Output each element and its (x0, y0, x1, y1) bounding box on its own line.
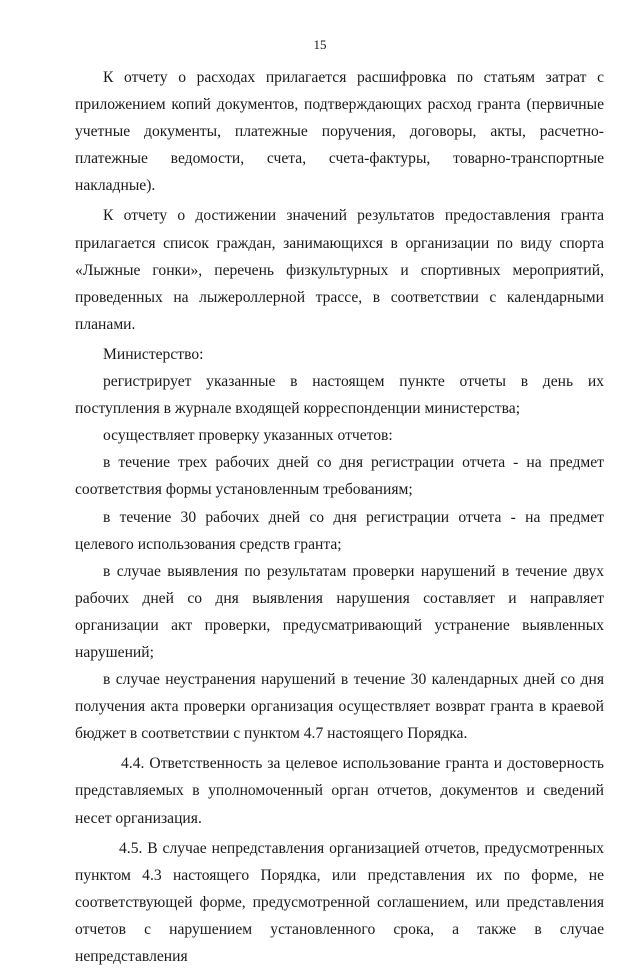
page-number: 15 (313, 37, 327, 52)
paragraph-violation-act: в случае выявления по результатам проверки нарушений в течение двух рабочих дней со дня выявления нарушения составляет и направляет организации акт проверки, предусматривающий устранение выявленных нарушений; (75, 562, 604, 661)
paragraph-results-report-attachments: К отчету о достижении значений результатов предоставления гранта прилагается список граждан, занимающихся в организации по виду спорта «Лыжные гонки», перечень физкультурных и спортивных мероприятий, проведенных на лыжероллерной трассе, в соответствии с календарными планами. (75, 207, 604, 333)
document-body (75, 64, 604, 970)
paragraph-check-purpose: в течение 30 рабочих дней со дня регистрации отчета - на предмет целевого использования средств гранта; (75, 508, 604, 553)
paragraph-ministry-heading: Министерство: (103, 345, 204, 363)
paragraph-ministry-checks: осуществляет проверку указанных отчетов: (103, 427, 393, 445)
paragraph-section-4-5: 4.5. В случае непредставления организацией отчетов, предусмотренных пунктом 4.3 настоящего Порядка, или представления их по форме, не соответствующей форме, предусмотренной соглашением, или представления отчетов с нарушением установленного срока, а также в случае непредставления (75, 839, 604, 965)
paragraph-ministry-registers: регистрирует указанные в настоящем пункте отчеты в день их поступления в журнале входящей корреспонденции министерства; (75, 373, 604, 418)
paragraph-check-form: в течение трех рабочих дней со дня регистрации отчета - на предмет соответствия формы установленным требованиям; (75, 454, 604, 499)
paragraph-grant-return: в случае неустранения нарушений в течение 30 календарных дней со дня получения акта проверки организация осуществляет возврат гранта в краевой бюджет в соответствии с пунктом 4.7 настоящего Порядка. (75, 671, 604, 743)
paragraph-section-4-4: 4.4. Ответственность за целевое использование гранта и достоверность представляемых в уполномоченный орган отчетов, документов и сведений несет организация. (75, 755, 604, 827)
paragraph-expense-report-attachments: К отчету о расходах прилагается расшифровка по статьям затрат с приложением копий документов, подтверждающих расход гранта (первичные учетные документы, платежные поручения, договоры, акты, расчетно-платежные ведомости, счета, счета-фактуры, товарно-транспортные накладные). (75, 69, 604, 195)
